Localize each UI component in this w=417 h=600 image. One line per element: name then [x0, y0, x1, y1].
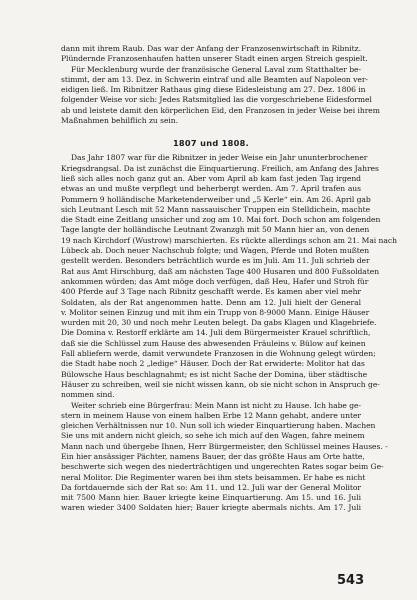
text-line: 400 Pferde auf 3 Tage nach Ribnitz geschafft werde. Es kamen aber viel mehr	[61, 287, 361, 297]
intro-paragraphs	[61, 44, 380, 126]
text-line: wurden mit 20, 30 und noch mehr Leuten belegt. Da gabs Klagen und Klagebriefe.	[61, 318, 377, 328]
text-line: eidigen ließ. Im Ribnitzer Rathaus ging diese Eidesleistung am 27. Dez. 1806 in	[61, 85, 366, 95]
text-line: folgender Weise vor sich: Jedes Ratsmitglied las die vorgeschriebene Eidesformel	[61, 95, 372, 105]
text-line: Bülowsche Haus beschlagnahmt; es ist nicht Sache der Domina, über städtische	[61, 369, 368, 379]
text-line: Sie uns mit andern nicht gleich, so sehe ich mich auf den Wagen, fahre meinem	[61, 431, 365, 441]
text-line: die Stadt eine Zeitlang unsicher und zog am 10. Mai fort. Doch schon am folgenden	[61, 215, 381, 225]
text-line: Da fortdauernde sich der Rat so: Am 11. und 12. Juli war der General Molitor	[61, 482, 361, 492]
text-line: beschwerte sich wegen des niederträchtigen und ungerechten Rates sogar beim Ge-	[61, 462, 384, 472]
text-line: dann mit ihrem Raub. Das war der Anfang der Franzosenwirtschaft in Ribnitz.	[61, 44, 361, 53]
text-line: Tage langte der holländische Leutnant Zwanzgh mit 50 Mann hier an, von denen	[61, 225, 370, 235]
text-line: nommen sind.	[61, 390, 115, 400]
text-line: etwas an und mußte verpflegt und beherbergt werden. Am 7. April trafen aus	[61, 184, 361, 194]
text-line: Mann nach und übergebe Ihnen, Herr Bürgermeister, den Schlüssel meines Hauses. -	[61, 441, 388, 451]
text-line: Plünderndе Franzosenhaufen hatten unserer Stadt einen argen Streich gespielt.	[61, 54, 368, 64]
text-line: Ein hier ansässiger Pächter, namens Bauer, der das größte Haus am Orte hatte,	[61, 451, 365, 461]
text-line: 19 nach Kirchdorf (Wustrow) marschierten. Es rückte allerdings schon am 21. Mai nach	[61, 235, 397, 245]
text-line: Häuser zu schreiben, weil sie nicht wissen kann, ob sie nicht schon in Anspruch ge-	[61, 379, 380, 389]
text-line: Das Jahr 1807 war für die Ribnitzer in jeder Weise ein Jahr ununterbrochener	[71, 153, 368, 163]
text-line: Lübeck ab. Doch neuer Nachschub folgte; und Wagen, Pferde und Boten mußten	[61, 246, 370, 256]
text-line: ließ sich alles noch ganz gut an. Aber vom April ab kam fast jeden Tag irgend	[61, 173, 361, 183]
text-line: daß sie die Schlüssel zum Hause des abwesenden Fräuleins v. Bülow auf keinen	[61, 338, 366, 348]
page-number: 543	[337, 573, 365, 588]
text-line: die Stadt habe noch 2 „ledige“ Häuser. Doch der Rat erwiderte: Molitor hat das	[61, 359, 365, 369]
text-line: gleichen Verhältnissen nur 10. Nun soll ich wieder Einquartierung haben. Machen	[61, 421, 376, 431]
text-line: Pommern 9 holländische Marketenderweiber und „5 Kerle“ ein. Am 26. April gab	[61, 194, 371, 204]
citizen-paragraph	[61, 400, 388, 514]
document-page	[61, 44, 397, 514]
text-line: Kriegsdrangsal. Da ist zunächst die Einquartierung. Freilich, am Anfang des Jahres	[61, 163, 379, 173]
text-line: gestellt werden. Besonders beträchtlich wurde es im Juli. Am 11. Juli schrieb der	[61, 256, 370, 266]
body-paragraph	[61, 153, 397, 400]
text-line: ankommen würden; das Amt möge doch verfügen, daß Heu, Hafer und Stroh für	[61, 276, 369, 286]
text-line: v. Molitor seinen Einzug und mit ihm ein Trupp von 8-9000 Mann. Einige Häuser	[61, 307, 370, 317]
text-line: Soldaten, als der Rat angenommen hatte. Denn am 12. Juli hielt der General	[61, 297, 361, 307]
text-line: stern in meinem Hause von einem halben Erbe 12 Mann gehabt, andere unter	[61, 410, 361, 420]
text-line: mit 7500 Mann hier. Bauer kriegte keine Einquartierung. Am 15. und 16. Juli	[61, 493, 361, 503]
text-line: Die Domina v. Restorff erklärte am 14. Juli dem Bürgermeister Krauel schriftlich,	[61, 328, 371, 338]
text-line: waren wieder 3400 Soldaten hier; Bauer kriegte abermals nichts. Am 17. Juli	[61, 503, 361, 513]
section-heading: 1807 und 1808.	[172, 138, 250, 149]
text-line: neral Molitor. Die Regimenter waren bei ihm stets beisammen. Er habe es nicht	[61, 472, 366, 482]
text-line: Maßnahmen behilflich zu sein.	[61, 116, 178, 126]
text-line: Weiter schrieb eine Bürgerfrau: Mein Mann ist nicht zu Hause. Ich habe ge-	[71, 400, 361, 410]
text-line: stimmt, der am 13. Dez. in Schwerin eintraf und alle Beamten auf Napoleon ver-	[61, 74, 368, 84]
text-line: Für Mecklenburg wurde der französische General Laval zum Statthalter be-	[71, 64, 362, 74]
text-line: Fall abliefern werde, damit verwundete Franzosen in die Wohnung gelegt würden;	[61, 349, 376, 359]
text-line: Rat aus Amt Hirschburg, daß am nächsten Tage 400 Husaren und 800 Fußsoldaten	[61, 266, 380, 276]
text-line: sich Leutnant Lesch mit 52 Mann nassauischer Truppen ein Stelldichein, machte	[61, 204, 371, 214]
text-line: ab und leistete damit den körperlichen Eid, den Franzosen in jeder Weise bei ihrem	[61, 105, 380, 115]
